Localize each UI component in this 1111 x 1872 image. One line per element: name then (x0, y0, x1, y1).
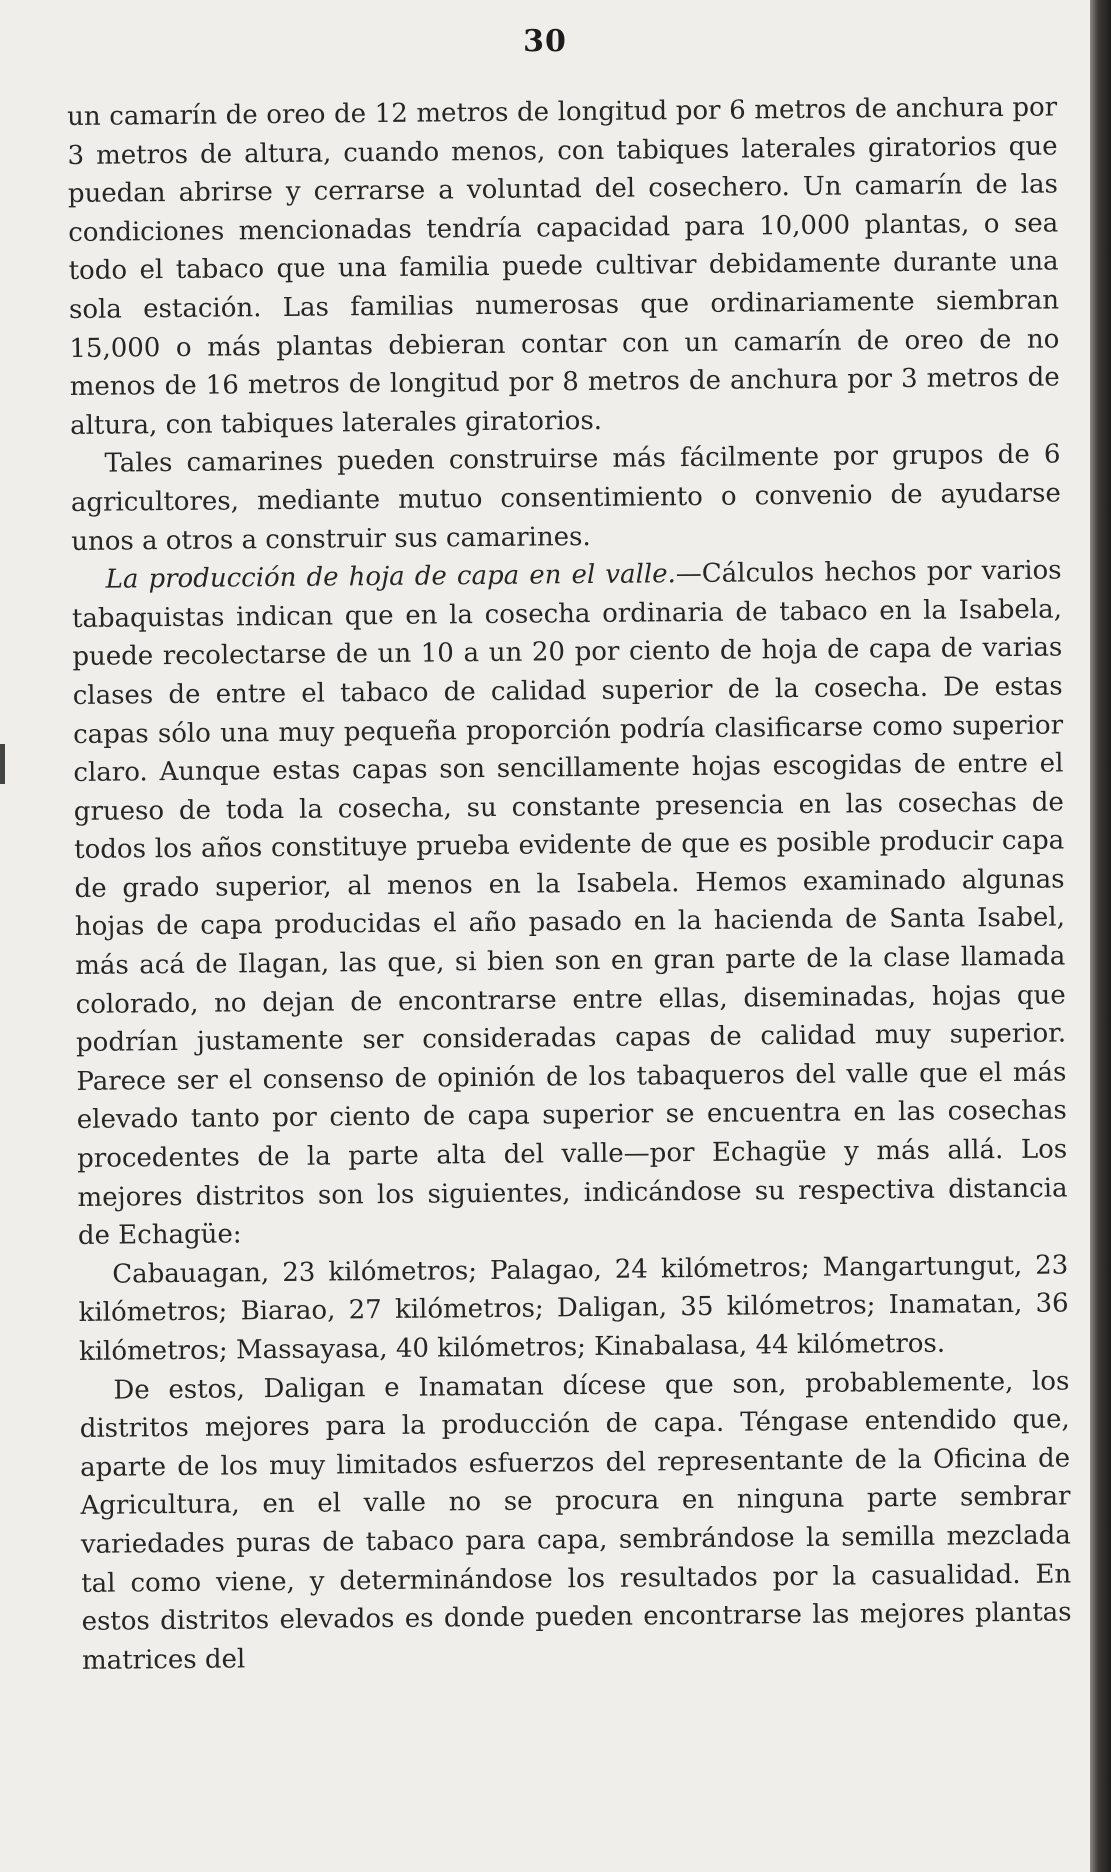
scan-mark (0, 744, 5, 784)
section-heading: La producción de hoja de capa en el valle. (105, 559, 676, 595)
paragraph-3-text: —Cálculos hechos por varios tabaquistas indican que en la cosecha ordinaria de tabaco en la Isabela, puede recolectarse de un 10 a un 20 por ciento de hoja de capa de varias clases de entre el tabaco de calidad superior de la cosecha. De estas capas sólo una muy pequeña proporción podría clasificarse como superior claro. Aunque estas capas son sencillamente hojas escogidas de entre el grueso de toda la cosecha, su constante presencia en las cosechas de todos los años constituye prueba evidente de que es posible producir capa de grado superior, al menos en la Isabela. Hemos examinado algunas hojas de capa producidas el año pasado en la hacienda de Santa Isabel, más acá de Ilagan, las que, si bien son en gran parte de la clase llamada colorado, no dejan de encontrarse entre ellas, diseminadas, hojas que podrían justamente ser consideradas capas de calidad muy superior. Parece ser el consenso de opinión de los tabaqueros del valle que el más elevado tanto por ciento de capa superior se encuentra en las cosechas procedentes de la parte alta del valle—por Echagüe y más allá. Los mejores distritos son los siguientes, indicándose su respectiva distancia de Echagüe: (71, 555, 1068, 1252)
paragraph-1: un camarín de oreo de 12 metros de longitud por 6 metros de anchura por 3 metros de altura, cuando menos, con tabiques laterales giratorios que puedan abrirse y cerrarse a voluntad del cosechero. Un camarín de las condiciones mencionadas tendría capacidad para 10,000 plantas, o sea todo el tabaco que una familia puede cultivar debidamente durante una sola estación. Las familias numerosas que ordinariamente siembran 15,000 o más plantas debieran contar con un camarín de oreo de no menos de 16 metros de longitud por 8 metros de anchura por 3 metros de altura, con tabiques laterales giratorios. (67, 92, 1060, 441)
body-text (67, 88, 1072, 1680)
paragraph-3 (71, 552, 1068, 1256)
paragraph-2: Tales camarines pueden construirse más fácilmente por grupos de 6 agricultores, mediante mutuo consentimiento o convenio de ayudarse unos a otros a construir sus camarines. (70, 439, 1061, 557)
page-number: 30 (523, 24, 567, 59)
paragraph-4: Cabauagan, 23 kilómetros; Palagao, 24 kilómetros; Mangartungut, 23 kilómetros; Biarao, 27 kilómetros; Daligan, 35 kilómetros; Inamatan, 36 kilómetros; Massayasa, 40 kilómetros; Kinabalasa, 44 kilómetros. (78, 1250, 1069, 1367)
page-edge-shadow (1090, 0, 1111, 1872)
paragraph-5: De estos, Daligan e Inamatan dícese que son, probablemente, los distritos mejores para la producción de capa. Téngase entendido que, aparte de los muy limitados esfuerzos del representante de la Oficina de Agricultura, en el valle no se procura en ninguna parte sembrar variedades puras de tabaco para capa, sembrándose la semilla mezclada tal como viene, y determinándose los resultados por la casualidad. En estos distritos elevados es donde pueden encontrarse las mejores plantas matrices del (79, 1366, 1072, 1676)
